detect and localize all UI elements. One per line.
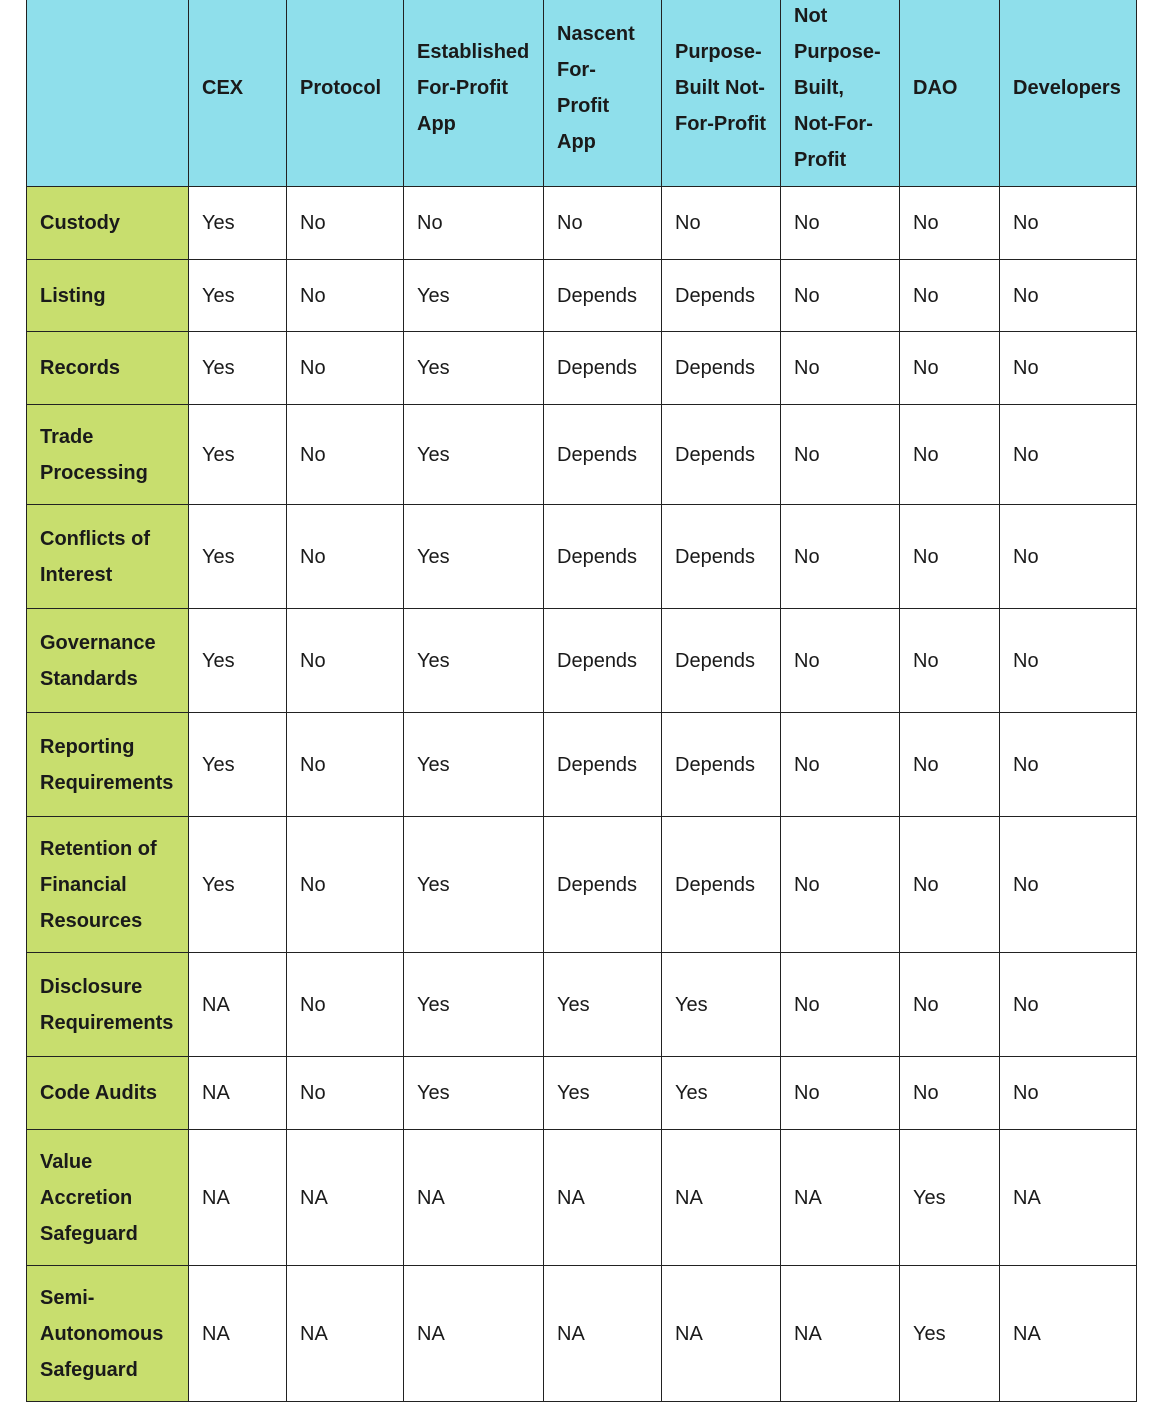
column-header: CEX <box>189 0 287 187</box>
table-row <box>27 1130 1137 1266</box>
table-cell: Yes <box>662 1057 781 1130</box>
table-cell: NA <box>287 1266 404 1402</box>
table-cell: Yes <box>404 817 544 953</box>
table-cell: Yes <box>544 953 662 1057</box>
table-cell: No <box>287 1057 404 1130</box>
table-cell: No <box>900 609 1000 713</box>
table-cell: No <box>900 713 1000 817</box>
row-label: Listing <box>27 260 189 332</box>
table-cell: Depends <box>544 817 662 953</box>
column-header: Established For-Profit App <box>404 0 544 187</box>
header-row <box>27 0 1137 187</box>
table-cell: Yes <box>189 260 287 332</box>
table-cell: Depends <box>662 505 781 609</box>
column-header: Not Purpose-Built, Not-For-Profit <box>781 0 900 187</box>
table-cell: No <box>1000 1057 1137 1130</box>
table-cell: NA <box>287 1130 404 1266</box>
table-cell: No <box>781 187 900 260</box>
table-cell: No <box>287 713 404 817</box>
table-cell: No <box>1000 713 1137 817</box>
table-cell: No <box>287 953 404 1057</box>
column-header: Purpose-Built Not-For-Profit <box>662 0 781 187</box>
table-cell: No <box>781 953 900 1057</box>
table-cell: Yes <box>404 505 544 609</box>
corner-header-cell <box>27 0 189 187</box>
table-cell: Yes <box>189 817 287 953</box>
table-cell: No <box>1000 260 1137 332</box>
table-cell: NA <box>1000 1130 1137 1266</box>
row-label: Custody <box>27 187 189 260</box>
table-cell: Depends <box>544 505 662 609</box>
table-cell: Yes <box>404 713 544 817</box>
row-label: Conflicts of Interest <box>27 505 189 609</box>
table-cell: NA <box>189 953 287 1057</box>
table-cell: Depends <box>544 332 662 405</box>
table-cell: NA <box>189 1266 287 1402</box>
table-row <box>27 260 1137 332</box>
table-cell: Yes <box>900 1266 1000 1402</box>
table-cell: Depends <box>662 817 781 953</box>
table-cell: Depends <box>662 405 781 505</box>
table-cell: No <box>781 713 900 817</box>
table-cell: Depends <box>662 609 781 713</box>
table-cell: NA <box>189 1130 287 1266</box>
table-cell: NA <box>404 1266 544 1402</box>
table-cell: No <box>781 609 900 713</box>
table-cell: Yes <box>189 505 287 609</box>
table-cell: No <box>287 817 404 953</box>
table-cell: NA <box>781 1266 900 1402</box>
table-row <box>27 187 1137 260</box>
table-cell: Yes <box>189 713 287 817</box>
table-cell: NA <box>544 1130 662 1266</box>
row-label: Governance Standards <box>27 609 189 713</box>
table-cell: No <box>1000 405 1137 505</box>
table-cell: No <box>1000 817 1137 953</box>
table-row <box>27 405 1137 505</box>
table-cell: Yes <box>404 609 544 713</box>
table-body <box>27 187 1137 1402</box>
table-cell: No <box>900 817 1000 953</box>
table-cell: Depends <box>544 405 662 505</box>
table-cell: No <box>781 817 900 953</box>
row-label: Reporting Requirements <box>27 713 189 817</box>
table-cell: No <box>900 1057 1000 1130</box>
comparison-table-container <box>26 0 1136 1402</box>
table-cell: Yes <box>900 1130 1000 1266</box>
table-cell: No <box>900 332 1000 405</box>
table-cell: No <box>900 953 1000 1057</box>
table-cell: No <box>287 609 404 713</box>
row-label: Retention of Financial Resources <box>27 817 189 953</box>
table-cell: NA <box>189 1057 287 1130</box>
table-cell: Yes <box>662 953 781 1057</box>
table-row <box>27 1266 1137 1402</box>
table-row <box>27 609 1137 713</box>
table-cell: No <box>1000 953 1137 1057</box>
table-row <box>27 713 1137 817</box>
table-cell: Yes <box>544 1057 662 1130</box>
table-cell: NA <box>662 1266 781 1402</box>
table-cell: Yes <box>404 260 544 332</box>
column-header: Protocol <box>287 0 404 187</box>
table-cell: No <box>287 505 404 609</box>
row-label: Trade Processing <box>27 405 189 505</box>
table-cell: No <box>1000 505 1137 609</box>
table-cell: NA <box>662 1130 781 1266</box>
table-cell: Depends <box>662 260 781 332</box>
table-cell: Yes <box>404 953 544 1057</box>
table-cell: Yes <box>189 609 287 713</box>
table-cell: NA <box>404 1130 544 1266</box>
table-cell: Depends <box>544 260 662 332</box>
table-cell: Yes <box>404 405 544 505</box>
table-cell: NA <box>1000 1266 1137 1402</box>
table-cell: Depends <box>662 713 781 817</box>
table-cell: Depends <box>544 713 662 817</box>
table-cell: No <box>900 505 1000 609</box>
table-cell: Yes <box>189 332 287 405</box>
comparison-table <box>26 0 1137 1402</box>
table-cell: Depends <box>544 609 662 713</box>
table-cell: No <box>781 1057 900 1130</box>
table-cell: No <box>781 260 900 332</box>
table-cell: No <box>544 187 662 260</box>
table-cell: No <box>1000 332 1137 405</box>
table-cell: No <box>900 187 1000 260</box>
table-cell: No <box>781 505 900 609</box>
table-cell: Yes <box>189 187 287 260</box>
table-cell: Yes <box>189 405 287 505</box>
column-header: Developers <box>1000 0 1137 187</box>
table-cell: No <box>781 405 900 505</box>
table-cell: No <box>900 260 1000 332</box>
table-row <box>27 953 1137 1057</box>
row-label: Records <box>27 332 189 405</box>
table-cell: No <box>287 260 404 332</box>
table-cell: Depends <box>662 332 781 405</box>
table-row <box>27 505 1137 609</box>
column-header: DAO <box>900 0 1000 187</box>
table-row <box>27 1057 1137 1130</box>
table-cell: No <box>287 405 404 505</box>
table-cell: Yes <box>404 1057 544 1130</box>
table-row <box>27 332 1137 405</box>
row-label: Disclosure Requirements <box>27 953 189 1057</box>
table-cell: NA <box>544 1266 662 1402</box>
table-cell: Yes <box>404 332 544 405</box>
column-header: Nascent For-Profit App <box>544 0 662 187</box>
row-label: Semi-Autonomous Safeguard <box>27 1266 189 1402</box>
table-cell: No <box>1000 187 1137 260</box>
table-cell: No <box>781 332 900 405</box>
table-cell: NA <box>781 1130 900 1266</box>
row-label: Value Accretion Safeguard <box>27 1130 189 1266</box>
table-cell: No <box>1000 609 1137 713</box>
table-row <box>27 817 1137 953</box>
table-cell: No <box>900 405 1000 505</box>
table-cell: No <box>662 187 781 260</box>
table-cell: No <box>287 332 404 405</box>
table-cell: No <box>404 187 544 260</box>
table-cell: No <box>287 187 404 260</box>
row-label: Code Audits <box>27 1057 189 1130</box>
